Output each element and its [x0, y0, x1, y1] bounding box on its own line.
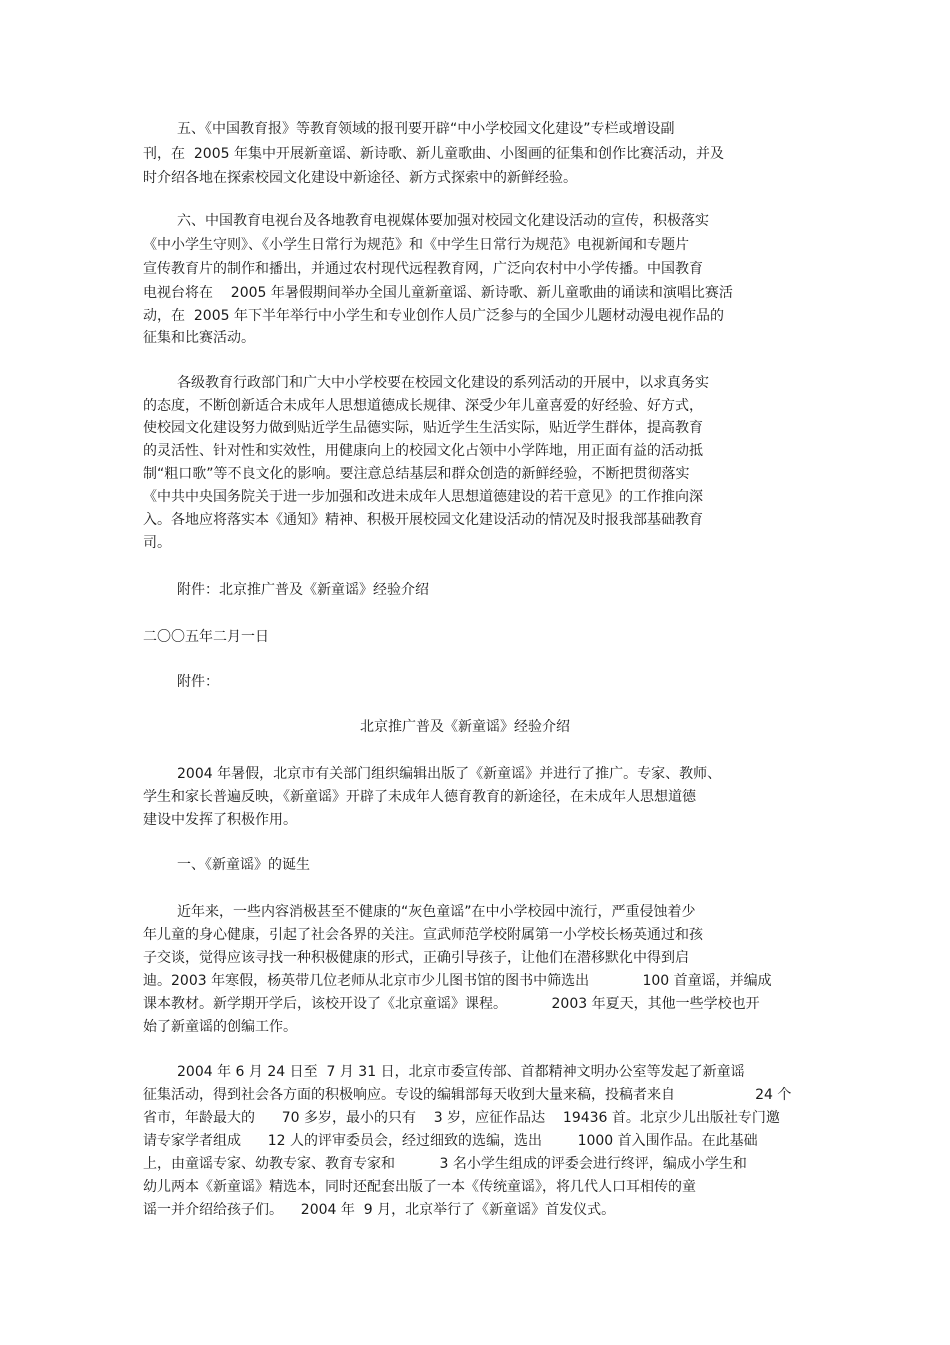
- text-line: 五、《中国教育报》等教育领域的报刊要开辟“中小学校园文化建设”专栏或增设副: [177, 121, 675, 137]
- text-line: 入。各地应将落实本《通知》精神、积极开展校园文化建设活动的情况及时报我部基础教育: [143, 512, 703, 528]
- text-line: 请专家学者组成 12 人的评审委员会，经过细致的选编，选出 1000 首入围作品。在此基础: [143, 1133, 758, 1149]
- text-line: 的灵活性、针对性和实效性，用健康向上的校园文化占领中小学阵地，用正面有益的活动抵: [143, 443, 703, 459]
- attachment-title: 北京推广普及《新童谣》经验介绍: [360, 719, 570, 735]
- text-line: 各级教育行政部门和广大中小学校要在校园文化建设的系列活动的开展中，以求真务实: [177, 375, 709, 391]
- text-line: 课本教材。新学期开学后，该校开设了《北京童谣》课程。 2003 年夏天，其他一些学校也开: [143, 996, 760, 1012]
- text-line: 征集活动，得到社会各方面的积极响应。专设的编辑部每天收到大量来稿，投稿者来自 24 个: [143, 1087, 792, 1103]
- text-line: 幼儿两本《新童谣》精选本，同时还配套出版了一本《传统童谣》，将几代人口耳相传的童: [143, 1179, 696, 1195]
- text-line: 《中共中央国务院关于进一步加强和改进未成年人思想道德建设的若干意见》的工作推向深: [143, 489, 703, 505]
- document-date: 二〇〇五年二月一日: [143, 629, 269, 645]
- text-line: 2004 年暑假，北京市有关部门组织编辑出版了《新童谣》并进行了推广。专家、教师、: [177, 766, 722, 782]
- text-line: 省市，年龄最大的 70 多岁，最小的只有 3 岁，应征作品达 19436 首。北京少儿出版社专门邀: [143, 1110, 780, 1126]
- text-line: 宣传教育片的制作和播出，并通过农村现代远程教育网，广泛向农村中小学传播。中国教育: [143, 261, 703, 277]
- text-line: 《中小学生守则》、《小学生日常行为规范》和《中学生日常行为规范》电视新闻和专题片: [143, 237, 689, 253]
- text-line: 学生和家长普遍反映，《新童谣》开辟了未成年人德育教育的新途径，在未成年人思想道德: [143, 789, 696, 805]
- text-line: 电视台将在 2005 年暑假期间举办全国儿童新童谣、新诗歌、新儿童歌曲的诵读和演唱比赛活: [143, 285, 733, 301]
- text-line: 始了新童谣的创编工作。: [143, 1019, 297, 1035]
- text-line: 动，在 2005 年下半年举行中小学生和专业创作人员广泛参与的全国少儿题材动漫电视作品的: [143, 308, 724, 324]
- text-line: 六、中国教育电视台及各地教育电视媒体要加强对校园文化建设活动的宣传，积极落实: [177, 213, 709, 229]
- text-line: 的态度，不断创新适合未成年人思想道德成长规律、深受少年儿童喜爱的好经验、好方式，: [143, 398, 703, 414]
- text-line: 子交谈，觉得应该寻找一种积极健康的形式，正确引导孩子，让他们在潜移默化中得到启: [143, 950, 689, 966]
- text-line: 年儿童的身心健康，引起了社会各界的关注。宣武师范学校附属第一小学校长杨英通过和孩: [143, 927, 703, 943]
- text-line: 谣一并介绍给孩子们。 2004 年 9 月，北京举行了《新童谣》首发仪式。: [143, 1202, 616, 1218]
- text-line: 近年来，一些内容消极甚至不健康的“灰色童谣”在中小学校园中流行，严重侵蚀着少: [177, 904, 696, 920]
- text-line: 征集和比赛活动。: [143, 330, 255, 346]
- text-line: 使校园文化建设努力做到贴近学生品德实际，贴近学生生活实际，贴近学生群体，提高教育: [143, 420, 703, 436]
- text-line: 制“粗口歌”等不良文化的影响。要注意总结基层和群众创造的新鲜经验，不断把贯彻落实: [143, 466, 690, 482]
- text-line: 司。: [143, 535, 171, 551]
- section-heading: 一、《新童谣》的诞生: [177, 857, 310, 873]
- text-line: 2004 年 6 月 24 日至 7 月 31 日，北京市委宣传部、首都精神文明办公室等发起了新童谣: [177, 1064, 745, 1080]
- text-line: 迪。2003 年寒假，杨英带几位老师从北京市少儿图书馆的图书中筛选出 100 首童谣，并编成: [143, 973, 772, 989]
- text-line: 刊，在 2005 年集中开展新童谣、新诗歌、新儿童歌曲、小图画的征集和创作比赛活动，并及: [143, 146, 724, 162]
- text-line: 上，由童谣专家、幼教专家、教育专家和 3 名小学生组成的评委会进行终评，编成小学生和: [143, 1156, 747, 1172]
- text-line: 时介绍各地在探索校园文化建设中新途径、新方式探索中的新鲜经验。: [143, 170, 577, 186]
- attachment-note: 附件：北京推广普及《新童谣》经验介绍: [177, 582, 429, 598]
- attachment-label: 附件：: [177, 674, 219, 690]
- text-line: 建设中发挥了积极作用。: [143, 812, 297, 828]
